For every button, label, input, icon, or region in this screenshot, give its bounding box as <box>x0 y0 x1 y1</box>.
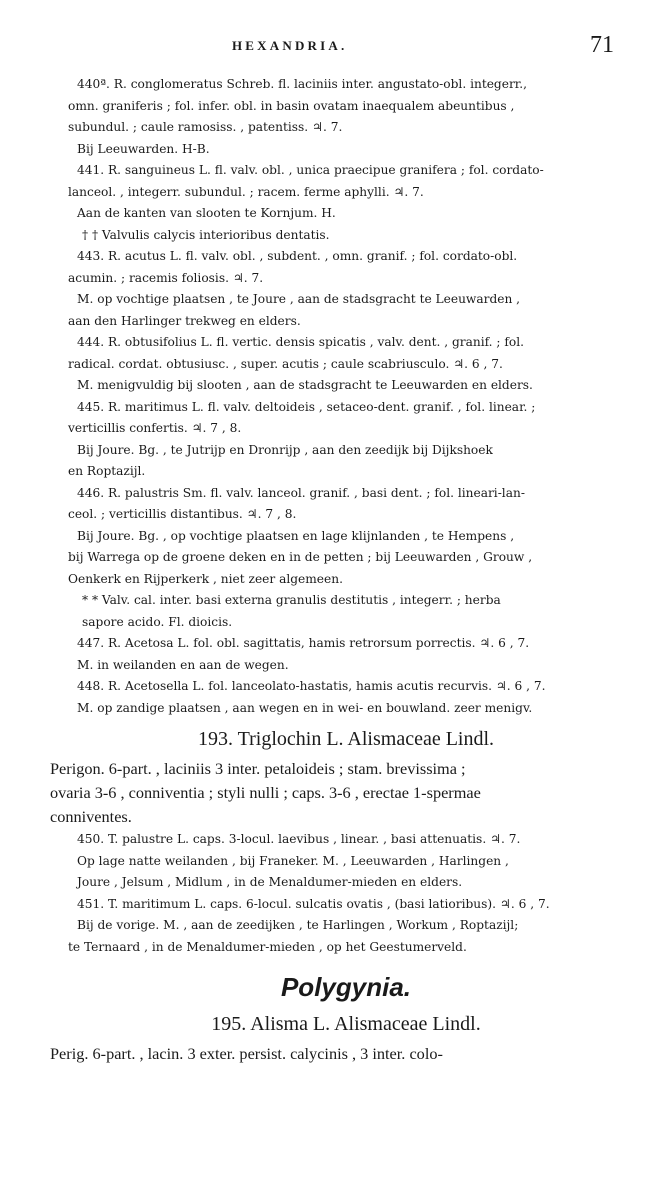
text-line: 447. R. Acetosa L. fol. obl. sagittatis, hamis retrorsum porrectis. ♃. 6 , 7. <box>77 636 530 650</box>
text-line: Bij Joure. Bg. , op vochtige plaatsen en lage klijnlanden , te Hempens , <box>77 528 515 543</box>
genus-heading-triglochin: 193. Triglochin L. Alismaceae Lindl. <box>197 728 495 750</box>
page-header <box>0 30 665 60</box>
page-body <box>50 74 624 1066</box>
text-line: conniventes. <box>50 807 132 826</box>
text-line: subundul. ; caule ramosiss. , patentiss. ♃. 7. <box>68 120 343 134</box>
text-line: 451. T. maritimum L. caps. 6-locul. sulcatis ovatis , (basi latioribus). ♃. 6 , 7. <box>77 896 550 911</box>
text-line: sapore acido. Fl. dioicis. <box>82 614 233 629</box>
text-line: aan den Harlinger trekweg en elders. <box>68 313 301 328</box>
text-line: Bij Leeuwarden. H-B. <box>77 141 210 156</box>
text-line: M. menigvuldig bij slooten , aan de stadsgracht te Leeuwarden en elders. <box>77 378 533 392</box>
text-line: * * Valv. cal. inter. basi externa granulis destitutis , integerr. ; herba <box>82 593 501 607</box>
text-line: † † Valvulis calycis interioribus dentatis. <box>82 227 330 242</box>
genus-description-alisma: Perig. 6-part. , lacin. 3 exter. persist. calycinis , 3 inter. colo- <box>50 1044 443 1063</box>
text-line: M. in weilanden en aan de wegen. <box>77 657 289 672</box>
text-line: 448. R. Acetosella L. fol. lanceolato-hastatis, hamis acutis recurvis. ♃. 6 , 7. <box>77 679 546 693</box>
text-line: te Ternaard , in de Menaldumer-mieden , op het Geestumerveld. <box>68 939 467 954</box>
genus-description-triglochin <box>50 757 624 829</box>
text-line: ceol. ; verticillis distantibus. ♃. 7 , 8. <box>68 507 297 521</box>
text-line: 445. R. maritimus L. fl. valv. deltoideis , setaceo-dent. granif. , fol. linear. ; <box>77 399 536 414</box>
text-line: Perigon. 6-part. , laciniis 3 inter. petaloideis ; stam. brevissima ; <box>50 759 466 778</box>
text-line: 441. R. sanguineus L. fl. valv. obl. , unica praecipue granifera ; fol. cordato- <box>77 163 544 177</box>
text-line: 443. R. acutus L. fl. valv. obl. , subdent. , omn. granif. ; fol. cordato-obl. <box>77 249 518 263</box>
genus-heading-alisma: 195. Alisma L. Alismaceae Lindl. <box>211 1013 481 1035</box>
text-line: radical. cordat. obtusiusc. , super. acutis ; caule scabriusculo. ♃. 6 , 7. <box>68 356 503 371</box>
text-line: M. op vochtige plaatsen , te Joure , aan de stadsgracht te Leeuwarden , <box>77 292 521 306</box>
text-line: lanceol. , integerr. subundul. ; racem. ferme aphylli. ♃. 7. <box>68 184 424 199</box>
text-line: Oenkerk en Rijperkerk , niet zeer algemeen. <box>68 571 343 586</box>
text-line: Bij de vorige. M. , aan de zeedijken , te Harlingen , Workum , Roptazijl; <box>77 918 519 932</box>
text-line: verticillis confertis. ♃. 7 , 8. <box>68 421 242 435</box>
order-heading-polygynia: Polygynia. <box>280 972 412 1002</box>
text-line: Aan de kanten van slooten te Kornjum. H. <box>77 206 336 220</box>
text-line: 450. T. palustre L. caps. 3-locul. laevibus , linear. , basi attenuatis. ♃. 7. <box>77 832 521 846</box>
text-line: en Roptazijl. <box>68 464 146 478</box>
text-line: Joure , Jelsum , Midlum , in de Menaldumer-mieden en elders. <box>77 875 463 889</box>
text-line: 444. R. obtusifolius L. fl. vertic. densis spicatis , valv. dent. , granif. ; fol. <box>77 335 525 349</box>
text-line: 446. R. palustris Sm. fl. valv. lanceol. granif. , basi dent. ; fol. lineari-lan- <box>77 485 525 500</box>
text-line: acumin. ; racemis foliosis. ♃. 7. <box>68 270 264 285</box>
running-title: HEXANDRIA. <box>232 38 348 53</box>
text-line: Bij Joure. Bg. , te Jutrijp en Dronrijp , aan den zeedijk bij Dijkshoek <box>77 442 493 457</box>
text-line: bij Warrega op de groene deken en in de petten ; bij Leeuwarden , Grouw , <box>68 550 533 564</box>
page-number: 71 <box>590 32 614 58</box>
text-line: ovaria 3-6 , conniventia ; styli nulli ; caps. 3-6 , erectae 1-spermae <box>50 783 481 802</box>
text-line: 440ª. R. conglomeratus Schreb. fl. laciniis inter. angustato-obl. integerr., <box>77 77 528 91</box>
text-line: omn. graniferis ; fol. infer. obl. in basin ovatam inaequalem abeuntibus , <box>68 98 515 113</box>
triglochin-entries <box>68 829 624 958</box>
text-line: Op lage natte weilanden , bij Franeker. M. , Leeuwarden , Harlingen , <box>77 853 509 868</box>
rumex-entries <box>68 74 624 719</box>
text-line: M. op zandige plaatsen , aan wegen en in wei- en bouwland. zeer menigv. <box>77 700 533 715</box>
